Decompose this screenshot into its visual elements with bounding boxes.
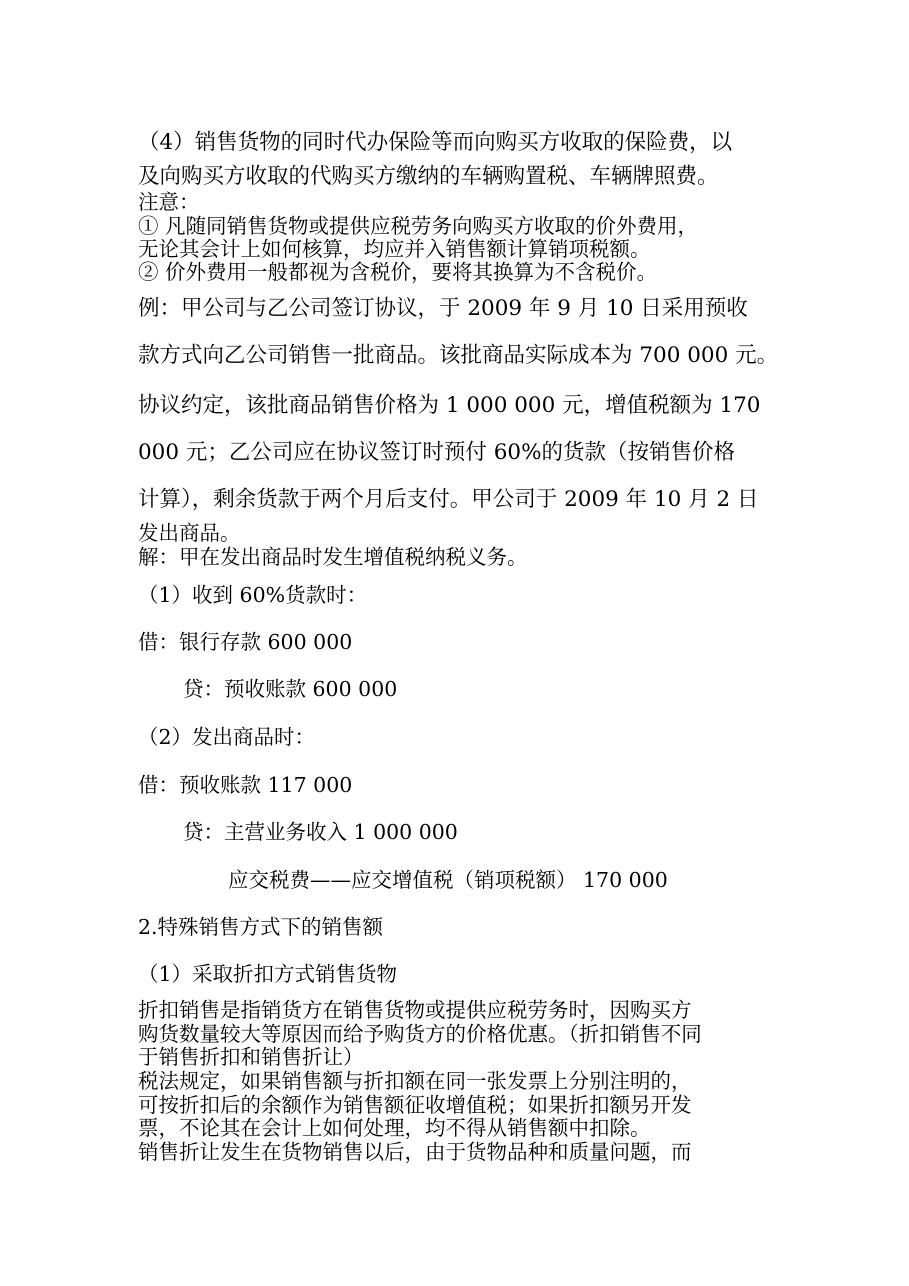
text-line: 解：甲在发出商品时发生增值税纳税义务。 xyxy=(138,545,528,569)
text-line: （4）销售货物的同时代办保险等而向购买方收取的保险费，以 xyxy=(138,130,733,155)
text-line: 000 元；乙公司应在协议签订时预付 60%的货款（按销售价格 xyxy=(138,440,735,465)
text-line: 贷：预收账款 600 000 xyxy=(183,677,398,701)
text-line: 无论其会计上如何核算，均应并入销售额计算销项税额。 xyxy=(138,237,651,261)
text-line: 应交税费——应交增值税（销项税额） 170 000 xyxy=(228,868,668,892)
text-line: 于销售折扣和销售折让） xyxy=(138,1045,364,1069)
text-line: 销售折让发生在货物销售以后，由于货物品种和质量问题，而 xyxy=(138,1140,692,1164)
text-line: ① 凡随同销售货物或提供应税劳务向购买方收取的价外费用， xyxy=(138,214,699,238)
text-line: 购货数量较大等原因而给予购货方的价格优惠。（折扣销售不同 xyxy=(138,1022,702,1046)
text-line: 及向购买方收取的代购买方缴纳的车辆购置税、车辆牌照费。 xyxy=(138,164,719,189)
text-line: 计算），剩余货款于两个月后支付。甲公司于 2009 年 10 月 2 日 xyxy=(138,487,759,512)
text-line: ② 价外费用一般都视为含税价，要将其换算为不含税价。 xyxy=(138,260,658,284)
text-line: 借：预收账款 117 000 xyxy=(138,773,353,797)
text-line: 款方式向乙公司销售一批商品。该批商品实际成本为 700 000 元。 xyxy=(138,343,779,368)
text-line: （1）收到 60%货款时： xyxy=(138,583,368,607)
text-line: 发出商品。 xyxy=(138,521,241,545)
text-line: 注意： xyxy=(138,190,200,214)
section-heading: 2.特殊销售方式下的销售额 xyxy=(138,915,384,939)
text-line: 协议约定，该批商品销售价格为 1 000 000 元，增值税额为 170 xyxy=(138,393,761,418)
text-line: 贷：主营业务收入 1 000 000 xyxy=(183,820,458,844)
text-line: 税法规定，如果销售额与折扣额在同一张发票上分别注明的， xyxy=(138,1069,692,1093)
subsection-heading: （1）采取折扣方式销售货物 xyxy=(138,962,398,986)
text-line: 借：银行存款 600 000 xyxy=(138,630,353,654)
text-line: 票，不论其在会计上如何处理，均不得从销售额中扣除。 xyxy=(138,1116,651,1140)
text-line: 例：甲公司与乙公司签订协议，于 2009 年 9 月 10 日采用预收 xyxy=(138,296,748,321)
text-line: 可按折扣后的余额作为销售额征收增值税；如果折扣额另开发 xyxy=(138,1093,692,1117)
text-line: （2）发出商品时： xyxy=(138,725,316,749)
text-line: 折扣销售是指销货方在销售货物或提供应税劳务时，因购买方 xyxy=(138,998,692,1022)
